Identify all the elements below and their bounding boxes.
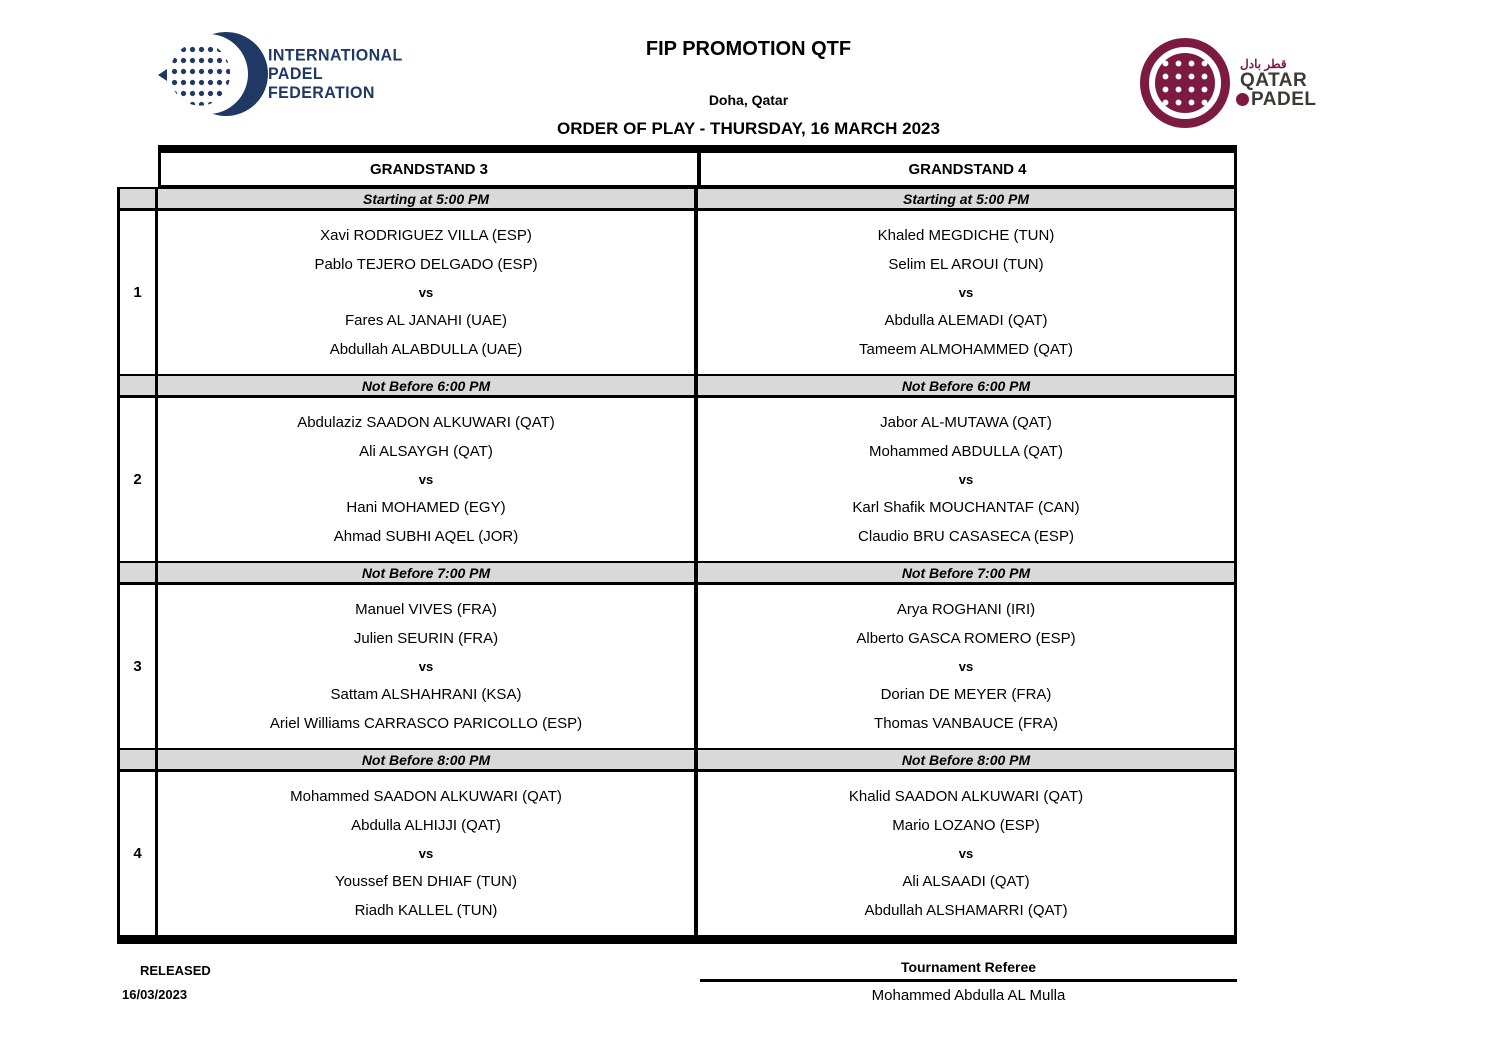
time-label-g4: Not Before 8:00 PM	[698, 750, 1237, 769]
vs-label: vs	[418, 846, 434, 861]
vs-label: vs	[418, 659, 434, 674]
court-header-grandstand-3: GRANDSTAND 3	[161, 153, 701, 185]
player-name: Selim EL AROUI (TUN)	[888, 256, 1044, 273]
table-top-bar	[158, 145, 1237, 153]
player-name: Khaled MEGDICHE (TUN)	[877, 227, 1055, 244]
match-cell-g3	[158, 398, 698, 561]
player-name: Karl Shafik MOUCHANTAF (CAN)	[852, 499, 1080, 516]
qatar-padel-logo	[1138, 36, 1316, 130]
match-row-1	[117, 211, 1237, 374]
court-header-grandstand-4: GRANDSTAND 4	[908, 160, 1027, 178]
player-name: Ariel Williams CARRASCO PARICOLLO (ESP)	[269, 715, 583, 732]
ipf-arrow-icon	[158, 69, 167, 81]
player-name: Julien SEURIN (FRA)	[353, 630, 499, 647]
player-name: Arya ROGHANI (IRI)	[896, 601, 1036, 618]
match-cell-g3	[158, 211, 698, 374]
match-number: 1	[117, 211, 158, 374]
match-cell-g4	[698, 585, 1237, 748]
qatar-padel-name2: PADEL	[1251, 88, 1317, 110]
player-name: Claudio BRU CASASECA (ESP)	[858, 528, 1074, 545]
document-title: FIP PROMOTION QTF	[645, 38, 852, 60]
vs-label: vs	[958, 846, 974, 861]
order-of-play-heading: ORDER OF PLAY - THURSDAY, 16 MARCH 2023	[557, 119, 940, 138]
ipf-logo-line2: PADEL	[268, 65, 324, 84]
event-location: Doha, Qatar	[708, 92, 789, 108]
vs-label: vs	[958, 472, 974, 487]
match-row-3	[117, 585, 1237, 748]
match-cell-g4	[698, 211, 1237, 374]
referee-signature-line	[700, 979, 1237, 982]
time-row-spacer	[117, 376, 158, 395]
player-name: Mohammed SAADON ALKUWARI (QAT)	[290, 788, 562, 805]
qatar-padel-logo-text	[1240, 57, 1316, 108]
qatar-padel-icon	[1138, 36, 1234, 130]
table-bottom-bar	[117, 935, 1237, 944]
court-header-row	[158, 153, 1237, 187]
player-name: Xavi RODRIGUEZ VILLA (ESP)	[320, 227, 532, 244]
player-name: Manuel VIVES (FRA)	[355, 601, 497, 618]
time-row-spacer	[117, 750, 158, 769]
time-row-spacer	[117, 189, 158, 208]
released-date: 16/03/2023	[122, 987, 188, 1002]
vs-label: vs	[958, 659, 974, 674]
player-name: Youssef BEN DHIAF (TUN)	[335, 873, 517, 890]
match-cell-g3	[158, 772, 698, 935]
ipf-logo-line3: FEDERATION	[268, 84, 375, 103]
padel-ball-icon	[1236, 93, 1249, 106]
qatar-padel-name2-row	[1240, 88, 1317, 110]
player-name: Jabor AL-MUTAWA (QAT)	[880, 414, 1052, 431]
ipf-logo-line1: INTERNATIONAL	[268, 46, 403, 65]
time-label-g3: Not Before 8:00 PM	[158, 750, 698, 769]
match-row-4	[117, 772, 1237, 935]
time-label-g3: Not Before 6:00 PM	[158, 376, 698, 395]
player-name: Riadh KALLEL (TUN)	[354, 902, 498, 919]
vs-label: vs	[418, 285, 434, 300]
player-name: Ali ALSAADI (QAT)	[902, 873, 1030, 890]
vs-label: vs	[418, 472, 434, 487]
time-row-2	[117, 374, 1237, 398]
time-row-spacer	[117, 563, 158, 582]
player-name: Abdullah ALABDULLA (UAE)	[329, 341, 523, 358]
time-label-g3: Not Before 7:00 PM	[158, 563, 698, 582]
time-label-g4: Not Before 6:00 PM	[698, 376, 1237, 395]
time-label-g4: Not Before 7:00 PM	[698, 563, 1237, 582]
match-cell-g3	[158, 585, 698, 748]
player-name: Abdullah ALSHAMARRI (QAT)	[864, 902, 1068, 919]
vs-label: vs	[958, 285, 974, 300]
player-name: Abdulla ALHIJJI (QAT)	[351, 817, 501, 834]
released-label: RELEASED	[140, 963, 211, 978]
match-number: 2	[117, 398, 158, 561]
player-name: Alberto GASCA ROMERO (ESP)	[856, 630, 1076, 647]
player-name: Hani MOHAMED (EGY)	[346, 499, 506, 516]
qatar-padel-dotted-disc-icon	[1155, 53, 1215, 113]
qatar-padel-name1: QATAR	[1240, 70, 1308, 92]
player-name: Pablo TEJERO DELGADO (ESP)	[314, 256, 538, 273]
player-name: Ali ALSAYGH (QAT)	[359, 443, 493, 460]
tournament-referee-name: Mohammed Abdulla AL Mulla	[871, 987, 1066, 1004]
time-label-g4: Starting at 5:00 PM	[698, 189, 1237, 208]
time-label-g3: Starting at 5:00 PM	[158, 189, 698, 208]
qatar-padel-arabic-text: قطر بادل	[1240, 57, 1287, 72]
player-name: Mohammed ABDULLA (QAT)	[869, 443, 1063, 460]
player-name: Abdulla ALEMADI (QAT)	[884, 312, 1048, 329]
player-name: Tameem ALMOHAMMED (QAT)	[859, 341, 1073, 358]
match-row-2	[117, 398, 1237, 561]
time-row-1	[117, 187, 1237, 211]
match-number: 3	[117, 585, 158, 748]
player-name: Mario LOZANO (ESP)	[892, 817, 1040, 834]
tournament-referee-label: Tournament Referee	[900, 959, 1037, 975]
player-name: Dorian DE MEYER (FRA)	[880, 686, 1052, 703]
time-row-4	[117, 748, 1237, 772]
match-number: 4	[117, 772, 158, 935]
order-of-play-table	[117, 145, 1237, 944]
player-name: Abdulaziz SAADON ALKUWARI (QAT)	[297, 414, 555, 431]
match-cell-g4	[698, 772, 1237, 935]
player-name: Khalid SAADON ALKUWARI (QAT)	[848, 788, 1084, 805]
player-name: Sattam ALSHAHRANI (KSA)	[330, 686, 522, 703]
player-name: Fares AL JANAHI (UAE)	[345, 312, 507, 329]
player-name: Ahmad SUBHI AQEL (JOR)	[333, 528, 519, 545]
tournament-referee-block	[700, 959, 1237, 1004]
time-row-3	[117, 561, 1237, 585]
match-cell-g4	[698, 398, 1237, 561]
player-name: Thomas VANBAUCE (FRA)	[874, 715, 1058, 732]
